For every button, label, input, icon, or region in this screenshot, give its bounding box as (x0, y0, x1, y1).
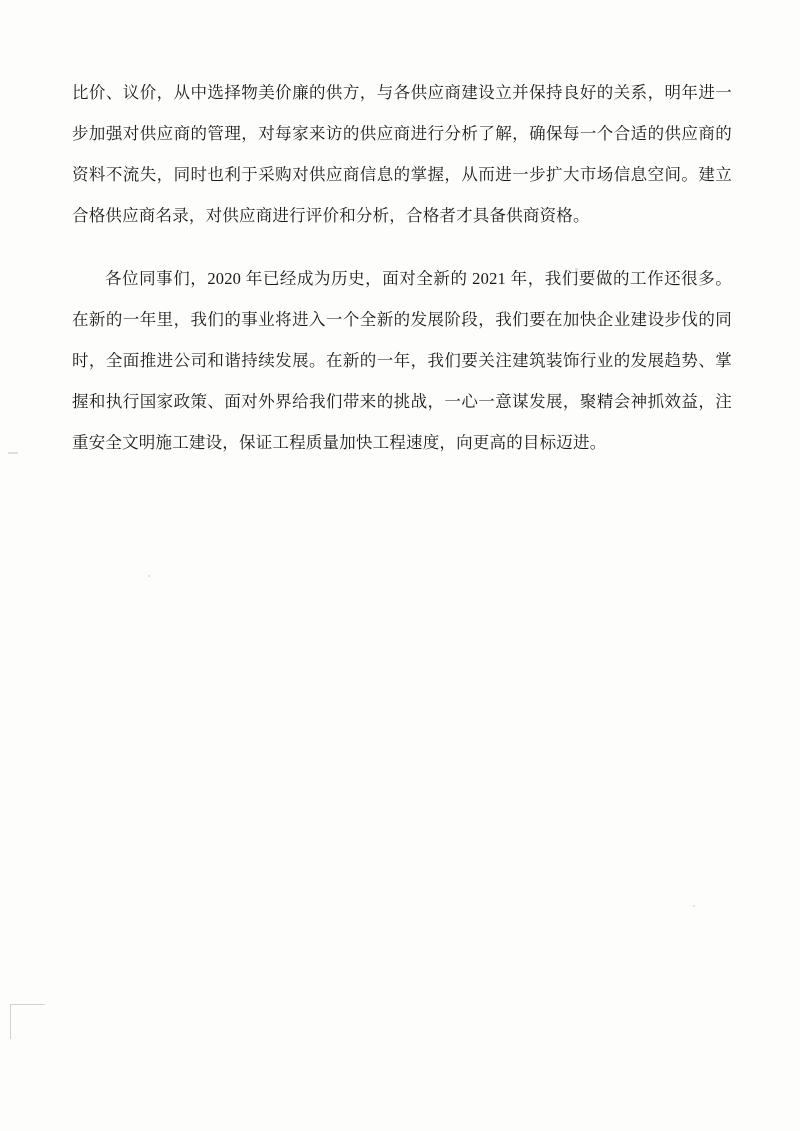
scan-corner-mark-left (10, 1004, 45, 1039)
scan-speck-b (148, 575, 150, 577)
paragraph-2: 各位同事们，2020 年已经成为历史，面对全新的 2021 年，我们要做的工作还很多。在新的一年里，我们的事业将进入一个全新的发展阶段，我们要在加快企业建设步伐的同时，全面推进公司和谐持续发展。在新的一年，我们要关注建筑装饰行业的发展趋势、掌握和执行国家政策、面对外界给我们带来的挑战，一心一意谋发展，聚精会神抓效益，注重安全文明施工建设，保证工程质量加快工程速度，向更高的目标迈进。 (72, 269, 732, 452)
paragraph-1: 比价、议价，从中选择物美价廉的供方，与各供应商建设立并保持良好的关系，明年进一步加强对供应商的管理，对每家来访的供应商进行分析了解，确保每一个合适的供应商的资料不流失，同时也利于采购对供应商信息的掌握，从而进一步扩大市场信息空间。建立合格供应商名录，对供应商进行评价和分析，合格者才具备供商资格。 (72, 83, 732, 225)
scan-speck-c (693, 905, 695, 907)
scan-edge-mark-left (8, 452, 18, 454)
document-text-body (72, 72, 732, 473)
